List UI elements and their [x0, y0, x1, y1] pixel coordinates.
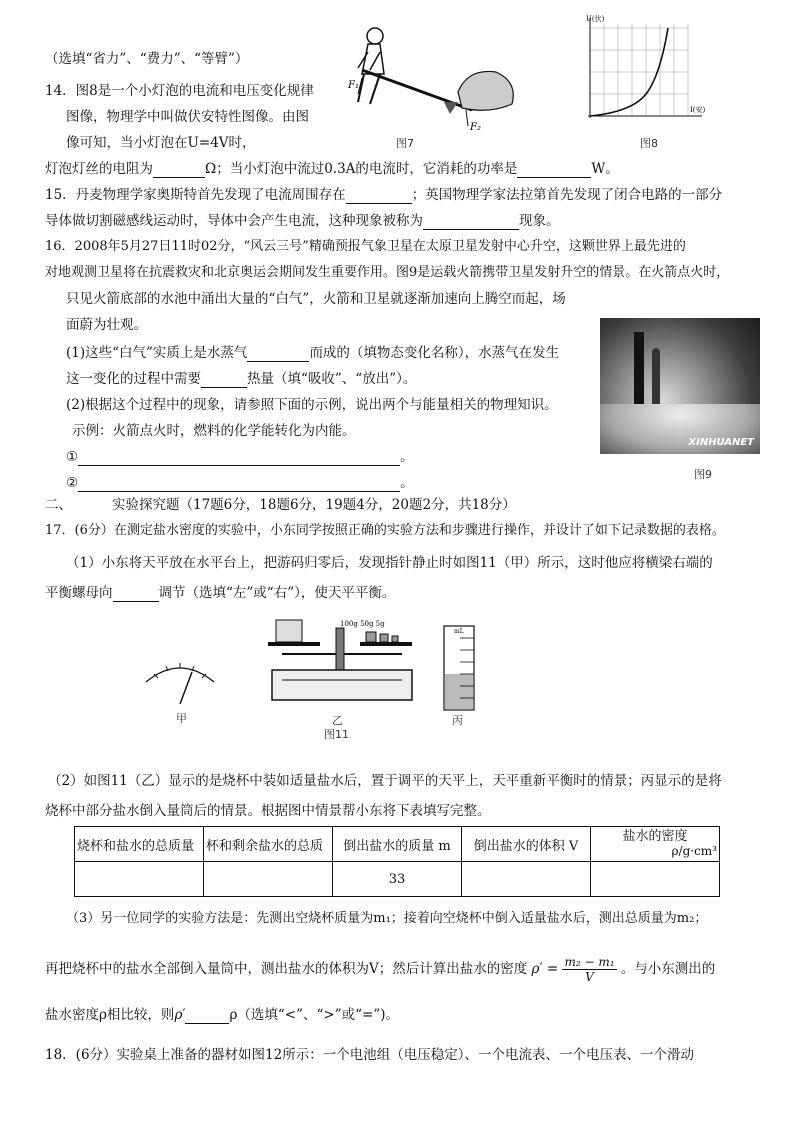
answer-blank[interactable] [78, 477, 400, 492]
answer-line-2: ② 。 [66, 475, 414, 491]
jia-label: 甲 [176, 712, 187, 725]
table-cell[interactable]: 33 [333, 862, 462, 897]
text-line: 只见火箭底部的水池中涌出大量的“白气”，火箭和卫星就逐渐加速向上腾空而起，场 [66, 291, 566, 307]
table-cell[interactable] [462, 862, 591, 897]
dial-arc [146, 668, 214, 682]
dial-ticks [154, 663, 206, 678]
answer-blank[interactable] [346, 189, 412, 204]
scale-base [272, 670, 412, 700]
header-cell: 盐水的密度 ρ/g·cm³ [591, 827, 720, 862]
rocket-launch-photo [600, 318, 760, 454]
graph-grid [590, 24, 688, 116]
q14-line: 14．图8是一个小灯泡的电流和电压变化规律 [45, 83, 314, 99]
text-line: （3）另一位同学的实验方法是：先测出空烧杯质量为m₁；接着向空烧杯中倒入适量盐水后，测出总质量为m₂； [66, 911, 708, 926]
weight-5g [392, 636, 398, 642]
record-table [74, 826, 720, 897]
person-body [362, 44, 384, 74]
table-cell[interactable] [591, 862, 720, 897]
weight-50g [380, 634, 388, 642]
density-symbol: ρ′ = [531, 961, 559, 977]
pointer-dial [140, 652, 220, 710]
person-legs [358, 74, 380, 104]
text-line: （2）如图11（乙）显示的是烧杯中装如适量盐水后，置于调平的天平上，天平重新平衡时的情景；丙显示的是将 [48, 773, 722, 789]
text-line: 再把烧杯中的盐水全部倒入量筒中，测出盐水的体积为V；然后计算出盐水的密度 ρ′ = $\frac{\text{m₂ − m₁}}{V}$ 。与小东测出的 [45, 955, 716, 984]
fig9-caption: 图9 [694, 468, 712, 481]
weights-label: 100g 50g 5g [340, 620, 385, 628]
answer-blank[interactable] [113, 587, 159, 602]
weight-100g [366, 632, 376, 642]
force-f2-arrow [466, 110, 468, 126]
text-line: 平衡螺母向 调节（选填“左”或“右”），使天平平衡。 [45, 585, 396, 601]
left-pan [268, 642, 320, 646]
text-line: 灯泡灯丝的电阻为 Ω；当小灯泡中流过0.3A的电流时，它消耗的功率是 W。 [45, 161, 619, 177]
ml-label: mL [454, 628, 464, 635]
text-line: 面蔚为壮观。 [66, 317, 147, 333]
f2-label: F₂ [470, 122, 481, 132]
text-line: 像可知，当小灯泡在U=4V时， [66, 135, 256, 151]
fig8-caption: 图8 [640, 137, 658, 150]
answer-blank[interactable] [153, 163, 205, 178]
answer-line-1: ① 。 [66, 449, 414, 465]
section-heading: 二、 实验探究题（17题6分，18题6分，19题4分，20题2分，共18分） [45, 497, 516, 513]
text-line: 盐水密度ρ相比较，则ρ′ ρ（选填“<”、“>”或“=”)。 [45, 1007, 400, 1023]
answer-blank[interactable] [78, 451, 400, 466]
liquid [445, 674, 473, 709]
fig7-caption: 图7 [396, 137, 414, 150]
q16-line: 16．2008年5月27日11时02分，“风云三号”精确预报气象卫星在太原卫星发射中心升空，这颗世界上最先进的 [45, 239, 686, 254]
text-line: （选填“省力”、“费力”、“等臂”） [45, 51, 249, 67]
text-line: 对地观测卫星将在抗震救灾和北京奥运会期间发生重要作用。图9是运载火箭携带卫星发射升空的情景。在火箭点火时， [45, 265, 730, 280]
header-cell: 倒出盐水的体积 V [462, 827, 591, 862]
density-formula: $\frac{\text{m₂ − m₁}}{V}$ [564, 955, 615, 984]
text-line: 这一变化的过程中需要 热量（填“吸收”、“放出”）。 [66, 371, 417, 387]
balance-scale [262, 614, 422, 714]
watermark: XINHUANET [688, 437, 754, 448]
person-head [367, 28, 383, 44]
table-header-row [75, 827, 720, 862]
header-cell: 烧杯和盐水的总质量 [75, 827, 204, 862]
u-axis-label: U(伏) [586, 15, 605, 23]
table-cell[interactable] [75, 862, 204, 897]
answer-blank[interactable] [517, 163, 591, 178]
right-pan [360, 642, 412, 646]
text-line: 烧杯中部分盐水倒入量筒后的情景。根据图中情景帮小东将下表填写完整。 [45, 803, 491, 819]
rock [458, 71, 513, 110]
answer-blank[interactable] [247, 347, 309, 362]
header-cell: 杯和剩余盐水的总质 [204, 827, 333, 862]
table-row [75, 862, 720, 897]
text-line: 图像，物理学中叫做伏安特性图像。由图 [66, 109, 309, 125]
text-line: 导体做切割磁感线运动时，导体中会产生电流，这种现象被称为 现象。 [45, 213, 560, 229]
text-line: 示例：火箭点火时，燃料的化学能转化为内能。 [72, 423, 356, 439]
text-line: (2)根据这个过程中的现象，请参照下面的示例，说出两个与能量相关的物理知识。 [66, 397, 558, 413]
text-line: （1）小东将天平放在水平台上，把游码归零后，发现指针静止时如图11（甲）所示，这时他应将横梁右端的 [66, 555, 713, 571]
fulcrum [444, 102, 458, 114]
q15-line: 15．丹麦物理学家奥斯特首先发现了电流周围存在 ；英国物理学家法拉第首先发现了闭合电路的一部分 [45, 187, 723, 203]
lever-figure [340, 22, 530, 132]
table-cell[interactable] [204, 862, 333, 897]
f1-label: F₁ [348, 80, 359, 91]
q18-line: 18．(6分）实验桌上准备的器材如图12所示：一个电池组（电压稳定）、一个电流表、一个电压表、一个滑动 [45, 1047, 694, 1063]
bing-label: 丙 [452, 714, 463, 727]
answer-blank[interactable] [423, 215, 519, 230]
beaker [276, 620, 302, 642]
yi-label: 乙 [332, 714, 343, 727]
pointer-needle [180, 672, 192, 704]
q17-line: 17．(6分）在测定盐水密度的实验中，小东同学按照正确的实验方法和步骤进行操作，并设计了如下记录数据的表格。 [45, 523, 725, 538]
iu-graph [560, 14, 720, 134]
text-line: (1)这些“白气”实质上是水蒸气 而成的（填物态变化名称），水蒸气在发生 [66, 345, 560, 361]
header-cell: 倒出盐水的质量 m [333, 827, 462, 862]
fig11-caption: 图11 [324, 728, 349, 741]
i-axis-label: I(安) [690, 106, 706, 114]
answer-blank[interactable] [185, 1009, 229, 1024]
measuring-cylinder [440, 622, 480, 714]
answer-blank[interactable] [201, 373, 247, 388]
